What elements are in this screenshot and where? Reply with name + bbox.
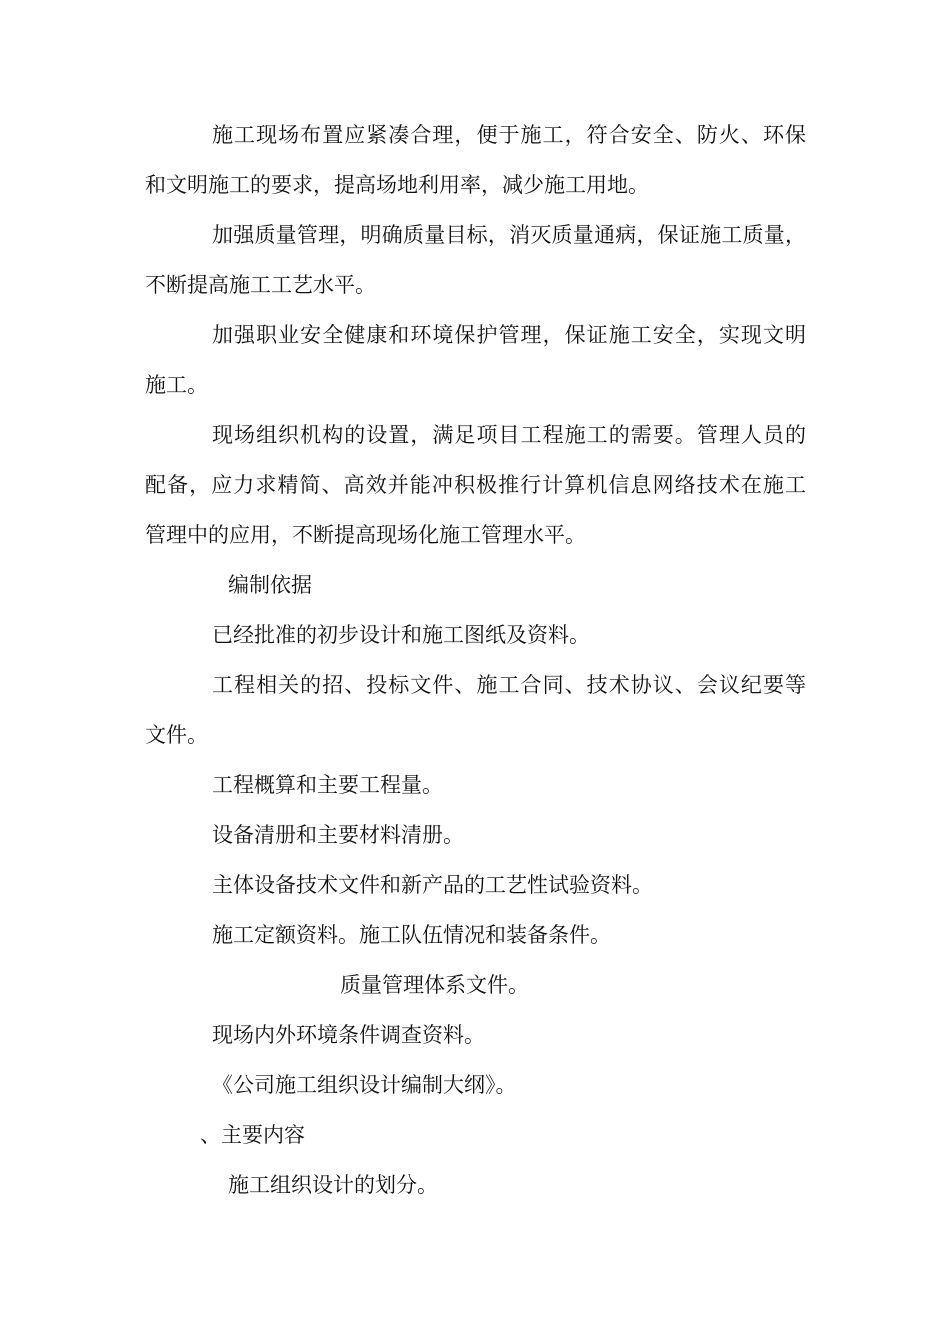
basis-item-2-line-2: 文件。	[145, 723, 208, 747]
paragraph-4-line-2: 配备，应力求精简、高效并能冲积极推行计算机信息网络技术在施工	[145, 473, 806, 497]
main-content-item-1: 施工组织设计的划分。	[228, 1173, 438, 1197]
basis-item-1: 已经批准的初步设计和施工图纸及资料。	[212, 623, 590, 647]
basis-item-4: 设备清册和主要材料清册。	[212, 823, 464, 847]
paragraph-4-line-3: 管理中的应用，不断提高现场化施工管理水平。	[145, 523, 586, 547]
basis-item-5: 主体设备技术文件和新产品的工艺性试验资料。	[212, 873, 653, 897]
basis-item-7: 质量管理体系文件。	[340, 973, 529, 997]
basis-item-9: 《公司施工组织设计编制大纲》。	[212, 1073, 517, 1097]
basis-item-6: 施工定额资料。施工队伍情况和装备条件。	[212, 923, 611, 947]
basis-item-2-line-1: 工程相关的招、投标文件、施工合同、技术协议、会议纪要等	[212, 673, 806, 697]
paragraph-1-line-1: 施工现场布置应紧凑合理，便于施工，符合安全、防火、环保	[212, 123, 806, 147]
paragraph-3-line-1: 加强职业安全健康和环境保护管理，保证施工安全，实现文明	[212, 323, 806, 347]
paragraph-1-line-2: 和文明施工的要求，提高场地利用率，减少施工用地。	[145, 173, 649, 197]
paragraph-2-line-1: 加强质量管理，明确质量目标，消灭质量通病，保证施工质量，	[212, 223, 806, 247]
paragraph-2-line-2: 不断提高施工工艺水平。	[145, 273, 376, 297]
paragraph-4-line-1: 现场组织机构的设置，满足项目工程施工的需要。管理人员的	[212, 423, 806, 447]
basis-item-8: 现场内外环境条件调查资料。	[212, 1023, 485, 1047]
paragraph-3-line-2: 施工。	[145, 373, 208, 397]
section-heading-basis: 编制依据	[228, 573, 312, 597]
section-heading-main-content: 、主要内容	[200, 1123, 305, 1147]
basis-item-3: 工程概算和主要工程量。	[212, 773, 443, 797]
